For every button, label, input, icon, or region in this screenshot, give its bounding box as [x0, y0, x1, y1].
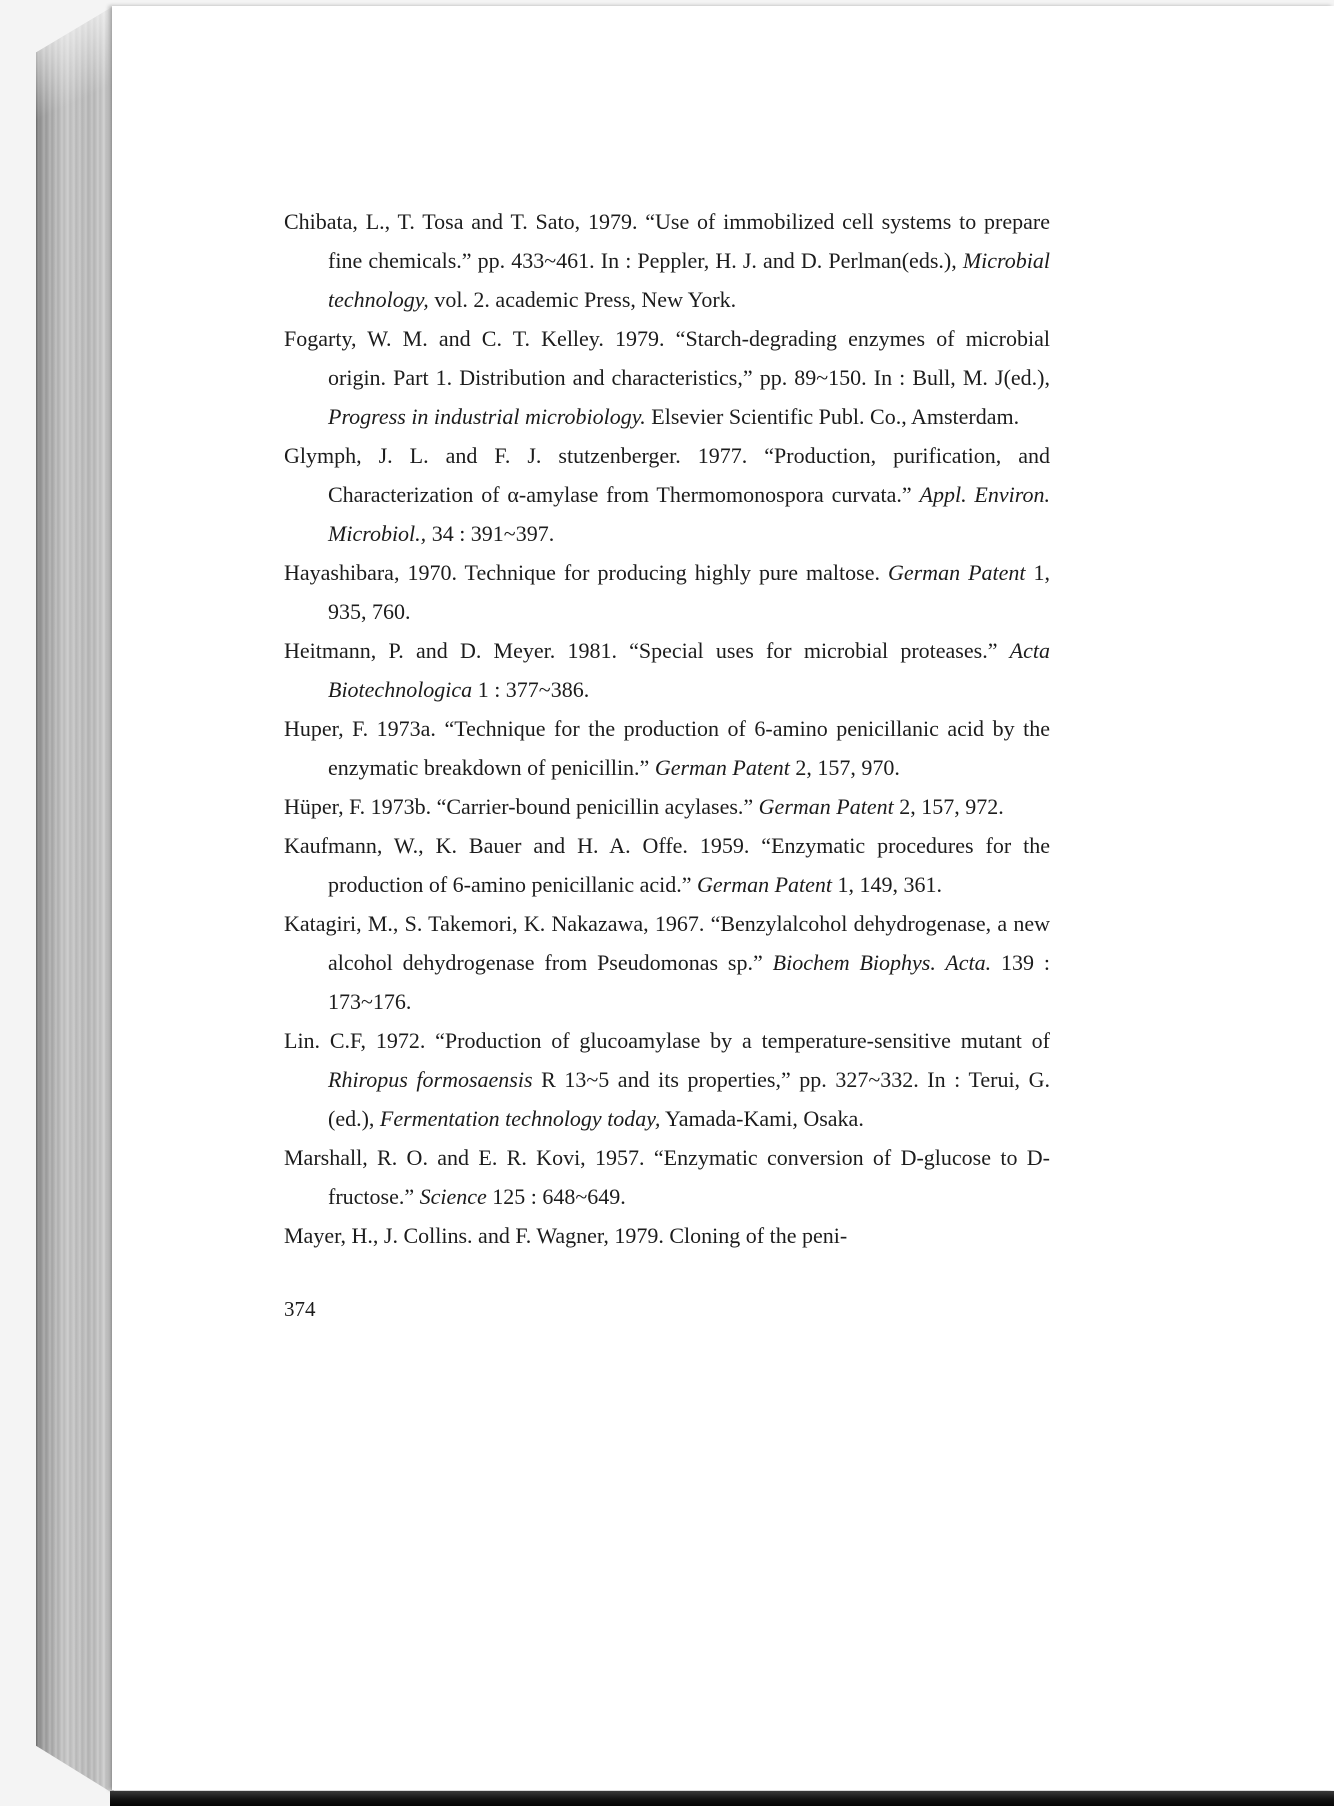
- reference-text: Lin. C.F, 1972. “Production of glucoamylase by a temperature-sensitive mutant of: [284, 1028, 1050, 1053]
- reference-text: 2, 157, 970.: [789, 755, 900, 780]
- reference-text: Yamada-Kami, Osaka.: [660, 1106, 864, 1131]
- reference-entry: [284, 202, 1050, 319]
- reference-italic-text: Acta Biotechnologica: [328, 638, 1050, 702]
- reference-text: Hayashibara, 1970. Technique for producing highly pure maltose.: [284, 560, 888, 585]
- reference-italic-text: Biochem Biophys. Acta.: [772, 950, 992, 975]
- book-page: [112, 6, 1334, 1790]
- reference-italic-text: Microbial technology,: [328, 248, 1050, 312]
- reference-text: 125 : 648~649.: [486, 1184, 626, 1209]
- reference-text: 1, 149, 361.: [832, 872, 943, 897]
- reference-text: Kaufmann, W., K. Bauer and H. A. Offe. 1959. “Enzymatic procedures for the production of 6-amino penicillanic acid.”: [284, 833, 1050, 897]
- reference-text: vol. 2. academic Press, New York.: [428, 287, 737, 312]
- reference-text: 1, 935, 760.: [328, 560, 1050, 624]
- reference-entry: [284, 1216, 1050, 1255]
- reference-text: Chibata, L., T. Tosa and T. Sato, 1979. “Use of immobilized cell systems to prepare fine chemicals.” pp. 433~461. In : Peppler, H. J. and D. Perlman(eds.),: [284, 209, 1050, 273]
- reference-entry: [284, 787, 1050, 826]
- reference-entry: [284, 1138, 1050, 1216]
- reference-text: 34 : 391~397.: [426, 521, 555, 546]
- references-list: [284, 202, 1050, 1255]
- page-content: [112, 6, 1334, 1790]
- reference-entry: [284, 709, 1050, 787]
- book-page-edges: [36, 6, 114, 1794]
- reference-text: Hüper, F. 1973b. “Carrier-bound penicillin acylases.”: [284, 794, 759, 819]
- reference-text: Fogarty, W. M. and C. T. Kelley. 1979. “Starch-degrading enzymes of microbial origin. Part 1. Distribution and characteristics,” pp. 89~150. In : Bull, M. J(ed.),: [284, 326, 1050, 390]
- reference-italic-text: German Patent: [696, 872, 833, 897]
- page-number: 374: [284, 1297, 316, 1321]
- reference-text: 139 : 173~176.: [328, 950, 1050, 1014]
- reference-entry: [284, 319, 1050, 436]
- reference-entry: [284, 553, 1050, 631]
- reference-text: 1 : 377~386.: [472, 677, 590, 702]
- book-bottom-edge: [110, 1791, 1334, 1806]
- reference-italic-text: Rhiropus formosaensis: [328, 1067, 533, 1092]
- reference-italic-text: German Patent: [887, 560, 1026, 585]
- reference-text: Katagiri, M., S. Takemori, K. Nakazawa, 1967. “Benzylalcohol dehydrogenase, a new alcohol dehydrogenase from Pseudomonas sp.”: [284, 911, 1050, 975]
- reference-text: Marshall, R. O. and E. R. Kovi, 1957. “Enzymatic conversion of D-glucose to D-fructose.”: [284, 1145, 1050, 1209]
- reference-italic-text: Progress in industrial microbiology.: [328, 404, 646, 429]
- reference-text: 2, 157, 972.: [893, 794, 1004, 819]
- page-corner-highlight: [36, 6, 114, 146]
- reference-entry: [284, 436, 1050, 553]
- reference-text: R 13~5 and its properties,” pp. 327~332. In : Terui, G.(ed.),: [328, 1067, 1051, 1131]
- reference-entry: [284, 631, 1050, 709]
- reference-text: Mayer, H., J. Collins. and F. Wagner, 1979. Cloning of the peni-: [284, 1223, 848, 1248]
- reference-italic-text: German Patent: [654, 755, 790, 780]
- reference-text: Glymph, J. L. and F. J. stutzenberger. 1977. “Production, purification, and Characterization of α-amylase from Thermomonospora curvata.”: [284, 443, 1050, 507]
- reference-entry: [284, 1021, 1050, 1138]
- reference-entry: [284, 826, 1050, 904]
- reference-text: Heitmann, P. and D. Meyer. 1981. “Special uses for microbial proteases.”: [284, 638, 1010, 663]
- reference-italic-text: German Patent: [758, 794, 894, 819]
- reference-text: Elsevier Scientific Publ. Co., Amsterdam.: [645, 404, 1020, 429]
- reference-entry: [284, 904, 1050, 1021]
- reference-italic-text: Science: [419, 1184, 487, 1209]
- reference-italic-text: Fermentation technology today,: [379, 1106, 661, 1131]
- reference-text: Huper, F. 1973a. “Technique for the production of 6-amino penicillanic acid by the enzymatic breakdown of penicillin.”: [284, 716, 1050, 780]
- reference-italic-text: Appl. Environ. Microbiol.,: [328, 482, 1050, 546]
